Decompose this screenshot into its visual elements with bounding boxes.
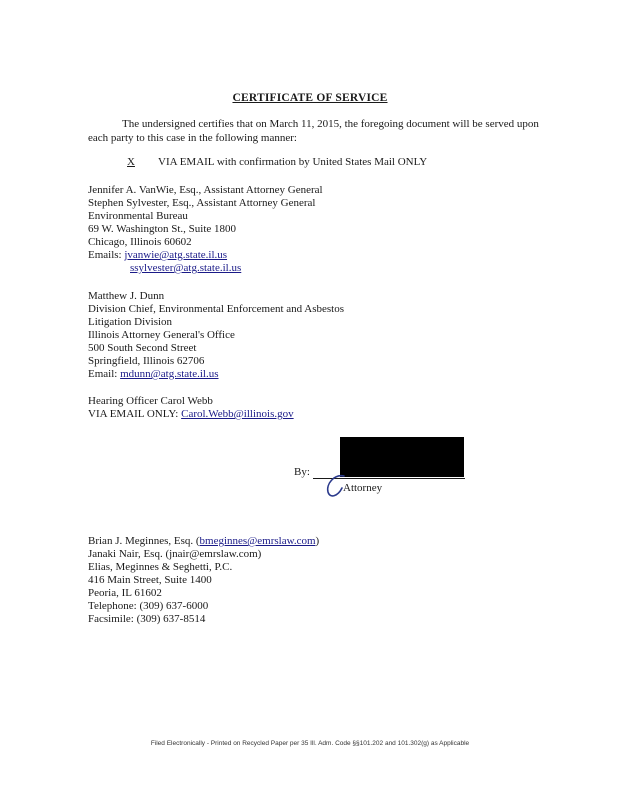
via-email-only-label: VIA EMAIL ONLY: [88, 408, 179, 420]
email-link-jvanwie[interactable]: jvanwie@atg.state.il.us [124, 249, 228, 261]
redacted-signature-box [340, 437, 464, 477]
hearing-officer-name: Hearing Officer Carol Webb [88, 395, 213, 407]
recipient-2-line: Springfield, Illinois 62706 [88, 355, 205, 367]
recipient-1-email-2 [88, 262, 323, 275]
sender-line: Peoria, IL 61602 [88, 587, 162, 599]
sender-paren-close: ) [315, 535, 320, 547]
sender-block [88, 535, 319, 626]
sender-line-1 [88, 535, 319, 548]
sender-line: Elias, Meginnes & Seghetti, P.C. [88, 561, 233, 573]
email-link-bmeginnes[interactable]: bmeginnes@emrslaw.com [199, 535, 316, 547]
sender-line: Telephone: (309) 637-6000 [88, 600, 209, 612]
sender-name: Brian J. Meginnes, Esq. ( [88, 535, 200, 547]
service-method-mark: X [127, 156, 135, 168]
recipient-1-line: Jennifer A. VanWie, Esq., Assistant Attorney General [88, 184, 323, 196]
recipient-2-line: Division Chief, Environmental Enforcement and Asbestos [88, 303, 345, 315]
recipient-2-line: 500 South Second Street [88, 342, 197, 354]
signature-role: Attorney [343, 482, 383, 494]
recipient-1-line: 69 W. Washington St., Suite 1800 [88, 223, 237, 235]
email-link-ssylvester[interactable]: ssylvester@atg.state.il.us [130, 262, 242, 274]
recipient-2-line: Matthew J. Dunn [88, 290, 165, 302]
sender-line: 416 Main Street, Suite 1400 [88, 574, 212, 586]
email-link-carol-webb[interactable]: Carol.Webb@illinois.gov [181, 408, 294, 420]
footer-filing-note: Filed Electronically - Printed on Recycled Paper per 35 Ill. Adm. Code §§101.202 and 101.302(g) as Applicable [150, 740, 470, 747]
signature-by-label: By: [294, 466, 310, 478]
recipient-2-email [88, 368, 344, 381]
intro-paragraph: The undersigned certifies that on March 11, 2015, the foregoing document will be served upon each party to this case in the following manner: [88, 118, 539, 144]
sender-line: Facsimile: (309) 637-8514 [88, 613, 206, 625]
recipient-1-line: Chicago, Illinois 60602 [88, 236, 192, 248]
recipient-block-2 [88, 290, 344, 381]
service-method-label: VIA EMAIL with confirmation by United States Mail ONLY [158, 156, 428, 168]
recipient-2-line: Illinois Attorney General's Office [88, 329, 235, 341]
email-label: Email: [88, 368, 118, 380]
emails-label: Emails: [88, 249, 122, 261]
recipient-block-1 [88, 184, 323, 275]
service-method-line [116, 156, 427, 168]
certificate-title: CERTIFICATE OF SERVICE [232, 92, 388, 104]
recipient-1-line: Stephen Sylvester, Esq., Assistant Attorney General [88, 197, 316, 209]
recipient-block-3 [88, 395, 294, 421]
hearing-officer-email-line [88, 408, 294, 421]
recipient-2-line: Litigation Division [88, 316, 173, 328]
email-link-mdunn[interactable]: mdunn@atg.state.il.us [120, 368, 219, 380]
recipient-1-line: Environmental Bureau [88, 210, 188, 222]
sender-line: Janaki Nair, Esq. (jnair@emrslaw.com) [88, 548, 262, 560]
recipient-1-emails [88, 249, 323, 262]
